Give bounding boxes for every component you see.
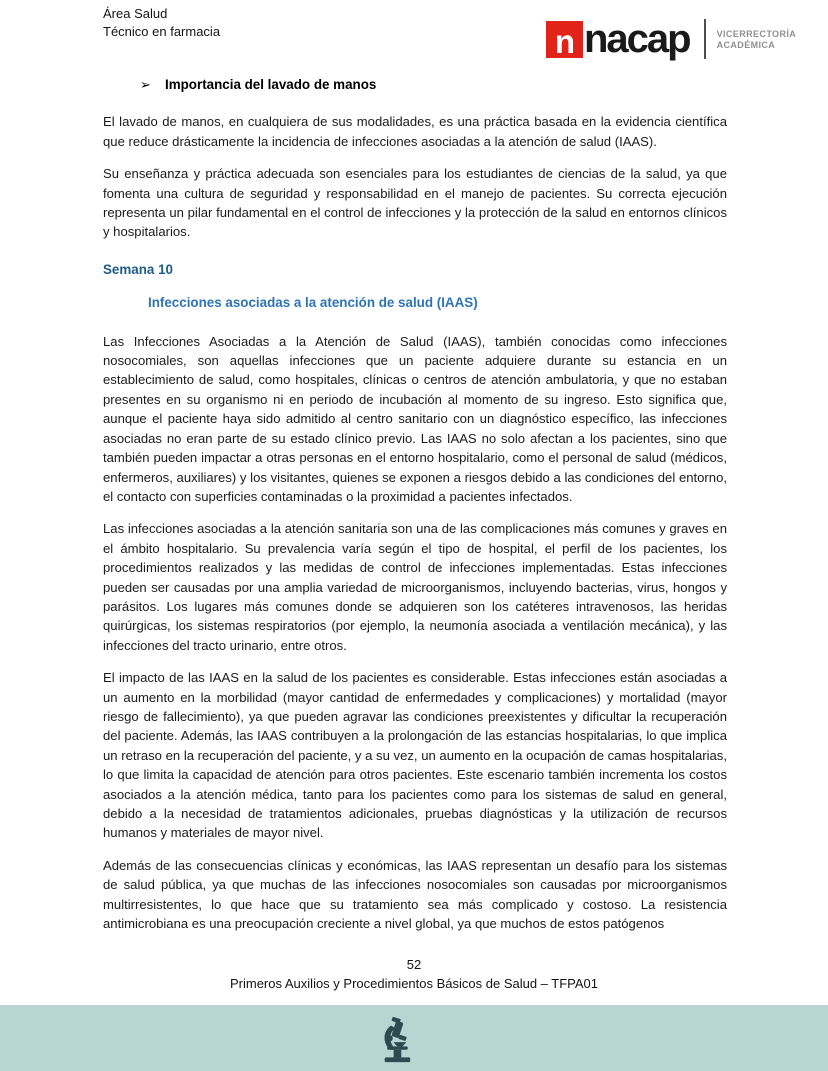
microscope-icon xyxy=(380,1017,414,1068)
logo-division xyxy=(717,27,797,51)
page-footer xyxy=(0,956,828,993)
paragraph-iaas-1: Las Infecciones Asociadas a la Atención de Salud (IAAS), también conocidas como infecciones nosocomiales, son aquellas infecciones que un paciente adquiere durante su estancia en un establecimiento de salud, como hospitales, clínicas o centros de atención ambulatoria, y que no estaban presentes en su organismo ni en periodo de incubación al momento de su ingreso. Esto significa que, aunque el paciente haya sido admitido al centro sanitario con un diagnóstico específico, las infecciones asociadas no eran parte de su estado clínico previo. Las IAAS no solo afectan a los pacientes, sino que también pueden impactar a otras personas en el entorno hospitalario, como el personal de salud (médicos, enfermeros, auxiliares) y los visitantes, quienes se exponen a riesgos debido a las condiciones del entorno, el contacto con superficies contaminadas o la proximidad a pacientes infectados. xyxy=(103,333,727,504)
paragraph-handwash-1: El lavado de manos, en cualquiera de sus modalidades, es una práctica basada en la evidencia científica que reduce drásticamente la incidencia de infecciones asociadas a la atención de salud (IAAS). xyxy=(103,114,727,149)
section-title-iaas: Infecciones asociadas a la atención de salud (IAAS) xyxy=(148,295,478,311)
course-footer: Primeros Auxilios y Procedimientos Básicos de Salud – TFPA01 xyxy=(229,975,599,991)
arrow-bullet-icon: ➢ xyxy=(140,77,151,92)
document-body xyxy=(103,56,727,946)
inacap-logo xyxy=(546,16,797,61)
logo-divider xyxy=(704,19,706,59)
week-label: Semana 10 xyxy=(103,261,173,277)
inacap-logo-square-letter: n xyxy=(554,22,575,60)
paragraph-iaas-2: Las infecciones asociadas a la atención sanitaria son una de las complicaciones más comunes y graves en el ámbito hospitalario. Su prevalencia varía según el tipo de hospital, el perfil de los pacientes, los procedimientos realizados y las medidas de control de infecciones implementadas. Estas infecciones pueden ser causadas por una amplia variedad de microorganismos, incluyendo bacterias, virus, hongos y parásitos. Los lugares más comunes donde se adquieren son los catéteres intravenosos, las heridas quirúrgicas, los sistemas respiratorios (por ejemplo, la neumonía asociada a ventilación mecánica), y las infecciones del tracto urinario, entre otros. xyxy=(103,521,727,653)
handwash-heading xyxy=(103,75,727,94)
page-number: 52 xyxy=(406,957,422,972)
program-label: Técnico en farmacia xyxy=(103,23,221,39)
division-line-2: ACADÉMICA xyxy=(716,40,776,50)
footer-band xyxy=(0,1005,828,1071)
paragraph-iaas-3: El impacto de las IAAS en la salud de los pacientes es considerable. Estas infecciones están asociadas a un aumento en la morbilidad (mayor cantidad de enfermedades y complicaciones) y mortalidad (mayor riesgo de fallecimiento), ya que pueden agravar las condiciones preexistentes y dificultar la recuperación del paciente. Además, las IAAS contribuyen a la prolongación de las estancias hospitalarias, lo que implica un retraso en la recuperación del paciente, y a su vez, un aumento en la ocupación de camas hospitalarias, lo que limita la capacidad de atención para otros pacientes. Este escenario también incrementa los costos asociados a la atención médica, tanto para los pacientes como para los sistemas de salud en general, debido a la necesidad de tratamientos adicionales, pruebas diagnósticas y la utilización de recursos humanos y materiales de mayor nivel. xyxy=(103,670,727,841)
paragraph-handwash-2: Su enseñanza y práctica adecuada son esenciales para los estudiantes de ciencias de la salud, ya que fomenta una cultura de seguridad y responsabilidad en el manejo de pacientes. Su correcta ejecución representa un pilar fundamental en el control de infecciones y la protección de la salud en entornos clínicos y hospitalarios. xyxy=(103,166,727,240)
inacap-wordmark: nacap xyxy=(584,16,690,61)
paragraph-iaas-4: Además de las consecuencias clínicas y económicas, las IAAS representan un desafío para los sistemas de salud pública, ya que muchas de las infecciones nosocomiales son causadas por microorganismos multirresistentes, lo que hace que su tratamiento sea más complicado y costoso. La resistencia antimicrobiana es una preocupación creciente a nivel global, ya que muchos de estos patógenos xyxy=(103,857,727,932)
header-meta xyxy=(103,5,220,40)
area-label: Área Salud xyxy=(103,6,168,21)
handwash-heading-text: Importancia del lavado de manos xyxy=(165,77,377,92)
week-10-section xyxy=(103,260,727,934)
inacap-logo-square xyxy=(546,21,583,58)
division-line-1: VICERRECTORÍA xyxy=(716,29,797,39)
